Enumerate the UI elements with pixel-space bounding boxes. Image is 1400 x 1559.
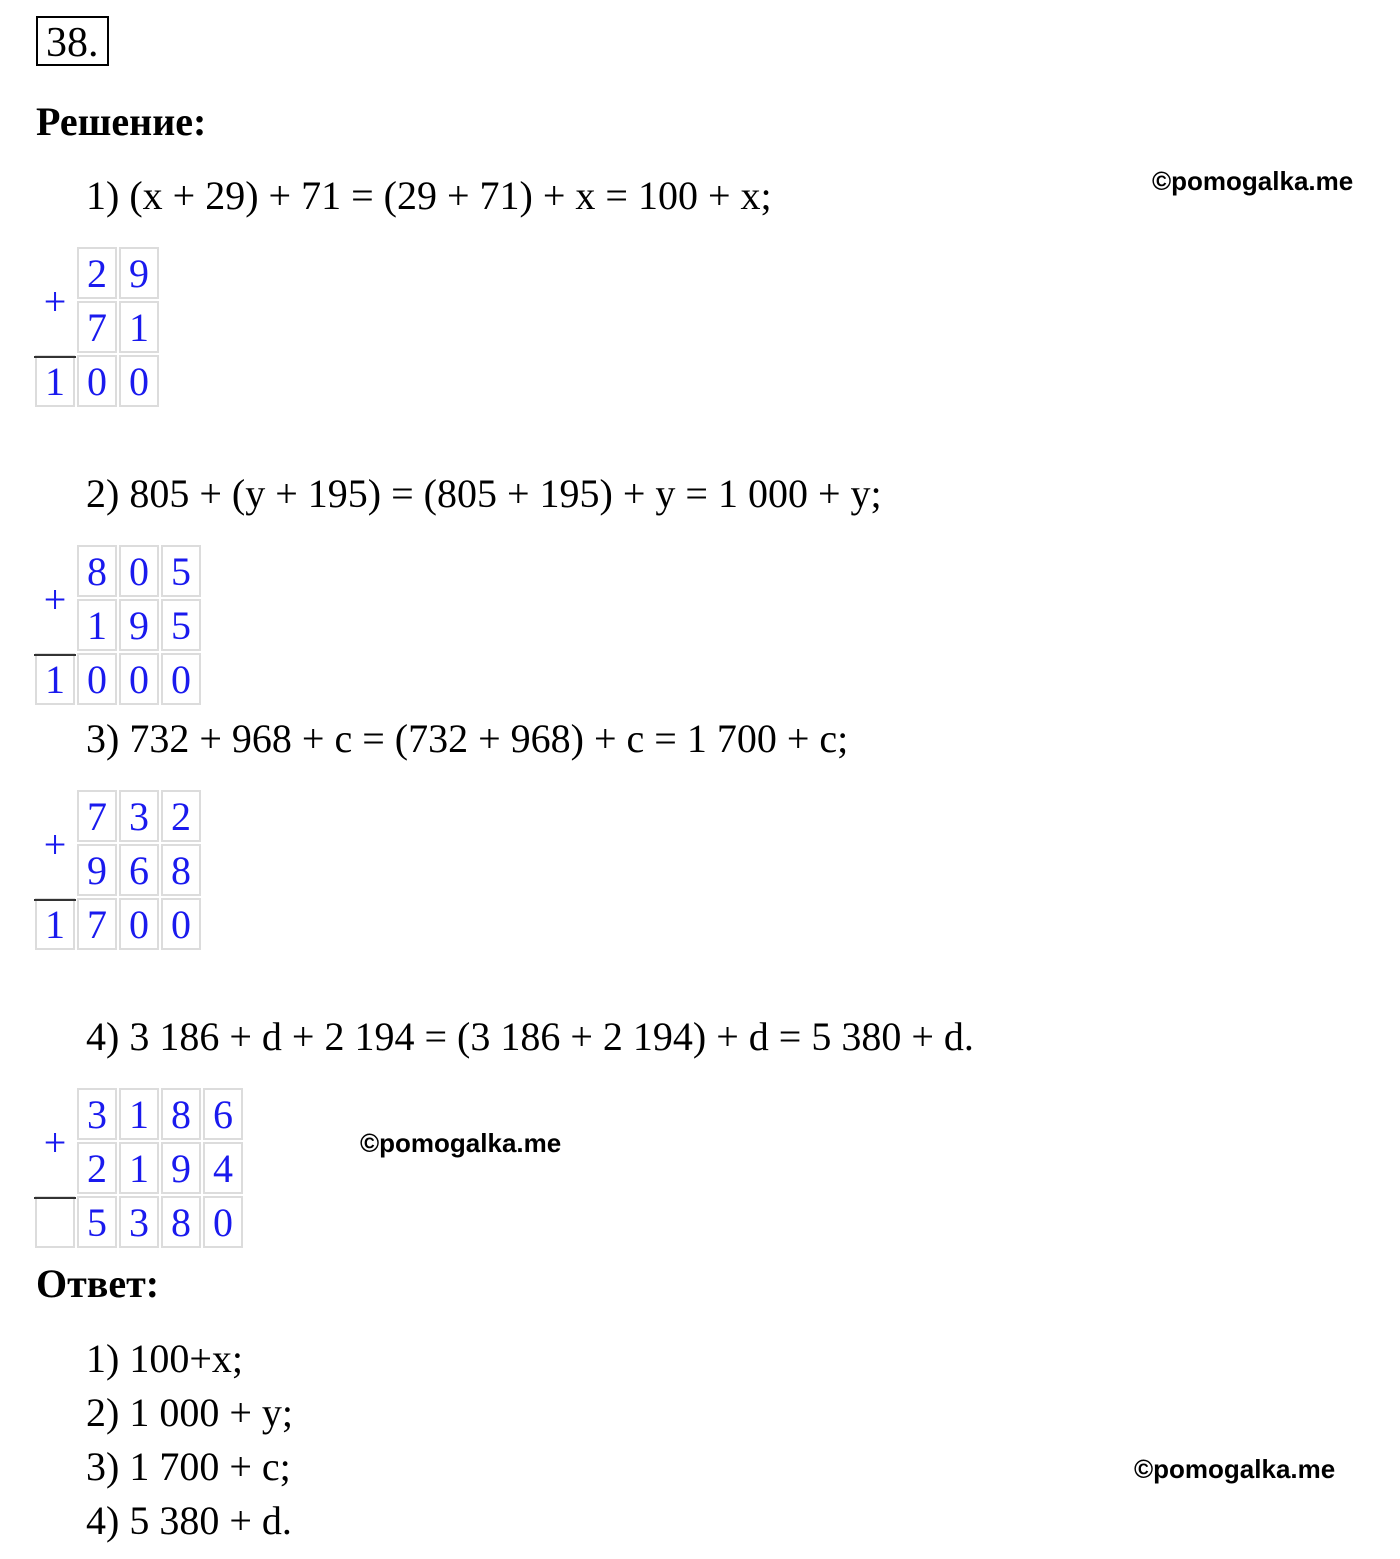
digit-cell: 9 <box>77 844 117 896</box>
digit-cell: 6 <box>203 1088 243 1140</box>
plus-sign: + <box>43 822 67 867</box>
column-row <box>34 354 160 408</box>
digit-cell: 1 <box>119 1088 159 1140</box>
digit-cell: 1 <box>119 1142 159 1194</box>
column-addition-2 <box>34 544 202 706</box>
digit-cell <box>35 1196 75 1248</box>
sum-divider <box>34 654 76 656</box>
watermark: ©pomogalka.me <box>360 1128 562 1158</box>
digit-cell: 1 <box>35 653 75 705</box>
digit-cell: 0 <box>161 898 201 950</box>
digit-cell: 8 <box>161 1088 201 1140</box>
digit-cell: 3 <box>77 1088 117 1140</box>
equation-4: 4) 3 186 + d + 2 194 = (3 186 + 2 194) + d = 5 380 + d. <box>86 1014 974 1059</box>
sum-divider <box>34 1197 76 1199</box>
answer-2: 2) 1 000 + y; <box>86 1390 293 1435</box>
plus-sign: + <box>43 1120 67 1165</box>
equation-1: 1) (x + 29) + 71 = (29 + 71) + x = 100 + x; <box>86 173 772 218</box>
digit-cell: 0 <box>77 355 117 407</box>
plus-sign: + <box>43 279 67 324</box>
digit-cell: 2 <box>77 1142 117 1194</box>
watermark: ©pomogalka.me <box>1134 1454 1336 1484</box>
digit-cell: 7 <box>77 790 117 842</box>
answer-3: 3) 1 700 + c; <box>86 1444 291 1489</box>
digit-cell: 0 <box>119 898 159 950</box>
answer-heading: Ответ: <box>36 1261 160 1306</box>
digit-cell: 5 <box>161 599 201 651</box>
watermark: ©pomogalka.me <box>1152 166 1354 196</box>
digit-cell: 9 <box>161 1142 201 1194</box>
column-addition-4 <box>34 1087 244 1249</box>
digit-cell: 2 <box>161 790 201 842</box>
column-addition-3 <box>34 789 202 951</box>
digit-cell: 8 <box>161 1196 201 1248</box>
column-row <box>34 897 202 951</box>
digit-cell: 1 <box>35 898 75 950</box>
plus-sign: + <box>43 577 67 622</box>
equation-2: 2) 805 + (y + 195) = (805 + 195) + y = 1 000 + y; <box>86 471 882 516</box>
digit-cell: 0 <box>203 1196 243 1248</box>
solution-heading: Решение: <box>36 99 207 144</box>
digit-cell: 3 <box>119 1196 159 1248</box>
digit-cell: 0 <box>119 545 159 597</box>
digit-cell: 1 <box>77 599 117 651</box>
digit-cell: 0 <box>119 653 159 705</box>
digit-cell: 0 <box>77 653 117 705</box>
digit-cell: 5 <box>161 545 201 597</box>
digit-cell: 7 <box>77 301 117 353</box>
digit-cell: 2 <box>77 247 117 299</box>
digit-cell: 7 <box>77 898 117 950</box>
column-row <box>34 652 202 706</box>
answer-4: 4) 5 380 + d. <box>86 1498 292 1543</box>
digit-cell: 3 <box>119 790 159 842</box>
sum-divider <box>34 899 76 901</box>
digit-cell: 4 <box>203 1142 243 1194</box>
digit-cell: 5 <box>77 1196 117 1248</box>
digit-cell: 6 <box>119 844 159 896</box>
digit-cell: 9 <box>119 247 159 299</box>
digit-cell: 8 <box>161 844 201 896</box>
digit-cell: 1 <box>119 301 159 353</box>
sum-divider <box>34 356 76 358</box>
answer-1: 1) 100+x; <box>86 1336 243 1381</box>
task-number: 38. <box>36 16 109 66</box>
equation-3: 3) 732 + 968 + c = (732 + 968) + c = 1 700 + c; <box>86 716 849 761</box>
digit-cell: 8 <box>77 545 117 597</box>
column-row <box>34 1195 244 1249</box>
digit-cell: 1 <box>35 355 75 407</box>
digit-cell: 9 <box>119 599 159 651</box>
digit-cell: 0 <box>161 653 201 705</box>
column-addition-1 <box>34 246 160 408</box>
digit-cell: 0 <box>119 355 159 407</box>
